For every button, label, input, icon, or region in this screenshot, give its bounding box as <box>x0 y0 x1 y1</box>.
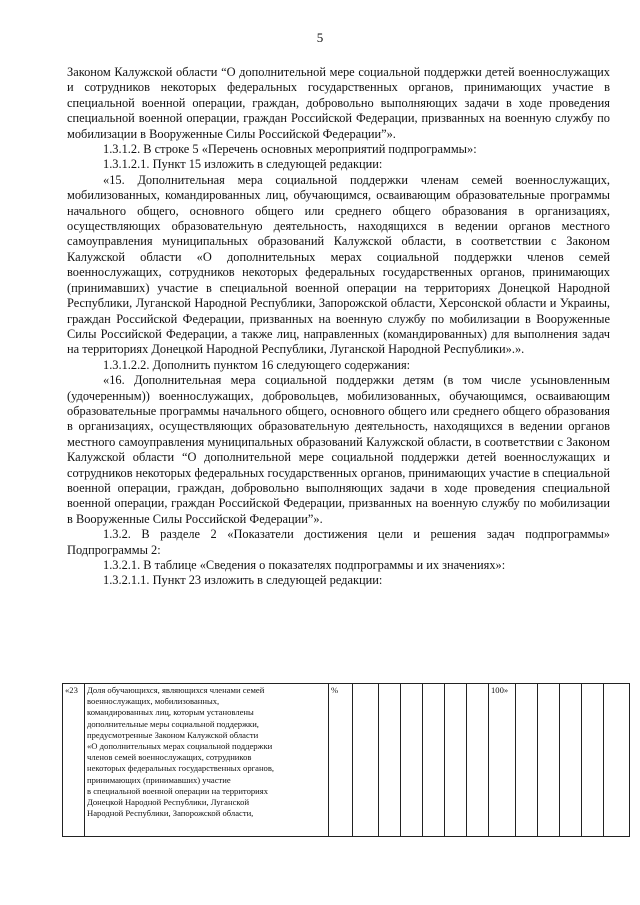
unit-cell: % <box>329 684 353 837</box>
paragraph-item-16: «16. Дополнительная мера социальной поддержки детям (в том числе усыновленным (удочеренным)) военнослужащих, добровольцев, мобилизованных, обучающимся, осваивающим образовательные программы начального общего, основного общего или среднего общего образования в организациях, осуществляющих образовательную деятельность, находящихся в ведении органов местного самоуправления муниципальных образований Калужской области, в соответствии с Законом Калужской области “О дополнительной мере социальной поддержки детей военнослужащих и сотрудников некоторых федеральных государственных органов, принимающих участие в специальной военной операции, граждан, добровольно выполняющих задачи в ходе проведения специальной военной операции, граждан Российской Федерации, призванных на военную службу по мобилизации в Вооруженные Силы Российской Федерации”». <box>67 373 610 526</box>
paragraph-1-3-1-2-1: 1.3.1.2.1. Пункт 15 изложить в следующей редакции: <box>103 157 383 172</box>
paragraph-law-continuation: Законом Калужской области “О дополнительной мере социальной поддержки детей военнослужащих и сотрудников некоторых федеральных государственных органов, принимающих участие в специальной военной операции, граждан, добровольно выполняющих задачи в ходе проведения специальной военной операции, граждан Российской Федерации, призванных на военную службу по мобилизации в Вооруженные Силы Российской Федерации”». <box>67 65 610 141</box>
value-cell <box>401 684 423 837</box>
value-cell <box>538 684 560 837</box>
paragraph-item-15: «15. Дополнительная мера социальной поддержки членам семей военнослужащих, мобилизованных, командированных лиц, обучающимся, осваивающим образовательные программы начального общего, основного общего или среднего общего образования в организациях, осуществляющих образовательную деятельность, находящихся в ведении органов местного самоуправления муниципальных образований Калужской области, в соответствии с Законом Калужской области «О дополнительных мерах социальной поддержки членов семей военнослужащих, сотрудников некоторых федеральных государственных органов, принимающих (принимавших) участие в специальной военной операции на территориях Донецкой Народной Республики, Луганской Народной Республики, Запорожской области, Херсонской области и Украины, граждан Российской Федерации, призванных на военную службу по мобилизации в Вооруженные Силы Российской Федерации, а также лиц, направленных (командированных) для выполнения задач на территориях Донецкой Народной Республики, Луганской Народной Республики».». <box>67 172 610 357</box>
paragraph-1-3-1-2-2: 1.3.1.2.2. Дополнить пунктом 16 следующего содержания: <box>103 357 411 372</box>
indicator-description-cell: Доля обучающихся, являющихся членами семей военнослужащих, мобилизованных, командированных лиц, которым установлены дополнительные меры социальной поддержки, предусмотренные Законом Калужской области «О дополнительных мерах социальной поддержки членов семей военнослужащих, сотрудников некоторых федеральных государственных органов, принимающих (принимавших) участие в специальной военной операции на территориях Донецкой Народной Республики, Луганской Народной Республики, Запорожской области, <box>85 684 329 837</box>
value-cell <box>379 684 401 837</box>
document-body <box>67 65 610 589</box>
value-cell <box>353 684 379 837</box>
value-cell <box>560 684 582 837</box>
value-cell: 100» <box>489 684 516 837</box>
value-cell <box>423 684 445 837</box>
indicator-table <box>62 683 630 837</box>
row-number-cell: «23 <box>63 684 85 837</box>
paragraph-1-3-2-1: 1.3.2.1. В таблице «Сведения о показателях подпрограммы и их значениях»: <box>103 558 506 572</box>
value-cell <box>467 684 489 837</box>
paragraph-1-3-2: 1.3.2. В разделе 2 «Показатели достижения цели и решения задач подпрограммы» Подпрограммы 2: <box>67 527 610 557</box>
value-cell <box>516 684 538 837</box>
value-cell <box>582 684 604 837</box>
value-cell <box>604 684 630 837</box>
value-cell <box>445 684 467 837</box>
table-row <box>63 684 630 837</box>
page-number: 5 <box>316 30 324 45</box>
paragraph-1-3-1-2: 1.3.1.2. В строке 5 «Перечень основных мероприятий подпрограммы»: <box>103 142 477 157</box>
paragraph-1-3-2-1-1: 1.3.2.1.1. Пункт 23 изложить в следующей редакции: <box>103 573 383 588</box>
